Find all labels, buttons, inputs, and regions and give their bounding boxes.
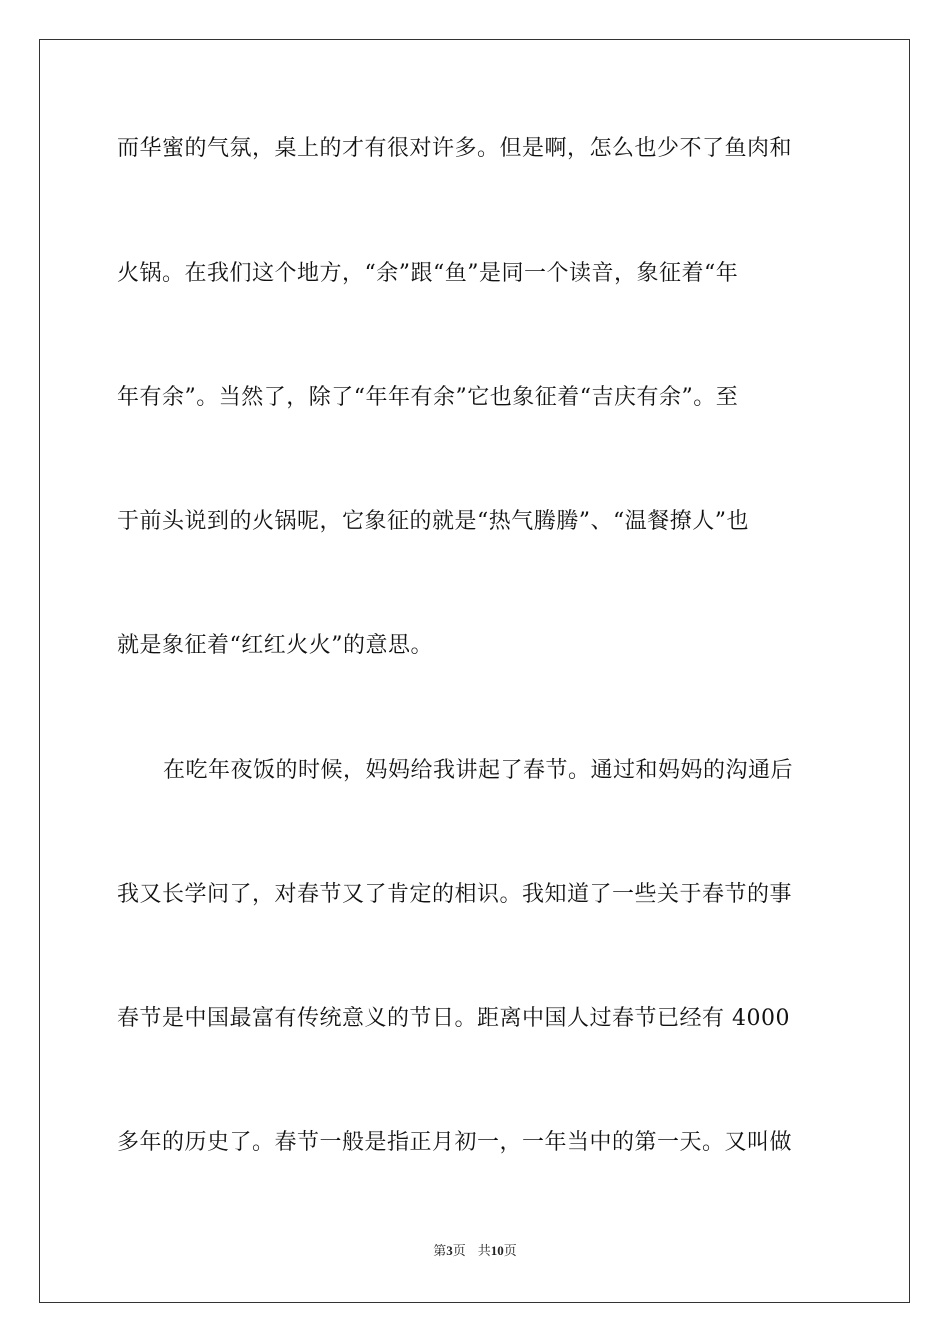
text-line-3: 年有余”。当然了，除了“年年有余”它也象征着“吉庆有余”。至 (117, 385, 739, 410)
page-label: 第 (433, 1243, 447, 1258)
total-label: 共 (477, 1243, 491, 1258)
total-pages: 10 (490, 1243, 504, 1258)
text-line-9: 多年的历史了。春节一般是指正月初一，一年当中的第一天。又叫做 (117, 1130, 793, 1155)
text-line-8: 春节是中国最富有传统意义的节日。距离中国人过春节已经有 4000 (117, 1006, 790, 1031)
page-border (39, 39, 910, 1303)
total-suffix: 页 (503, 1243, 517, 1258)
text-line-1: 而华蜜的气氛，桌上的才有很对许多。但是啊，怎么也少不了鱼肉和 (117, 136, 793, 161)
page-number: 3 (446, 1243, 453, 1258)
page-suffix: 页 (452, 1243, 466, 1258)
text-line-7: 我又长学问了，对春节又了肯定的相识。我知道了一些关于春节的事 (117, 882, 793, 907)
text-line-4: 于前头说到的火锅呢，它象征的就是“热气腾腾”、“温餐撩人”也 (117, 509, 749, 534)
text-line-6-paragraph-start: 在吃年夜饭的时候，妈妈给我讲起了春节。通过和妈妈的沟通后 (163, 758, 794, 783)
text-line-5: 就是象征着“红红火火”的意思。 (117, 633, 433, 658)
page-footer (0, 1243, 950, 1259)
text-line-2: 火锅。在我们这个地方，“余”跟“鱼”是同一个读音，象征着“年 (117, 261, 739, 286)
